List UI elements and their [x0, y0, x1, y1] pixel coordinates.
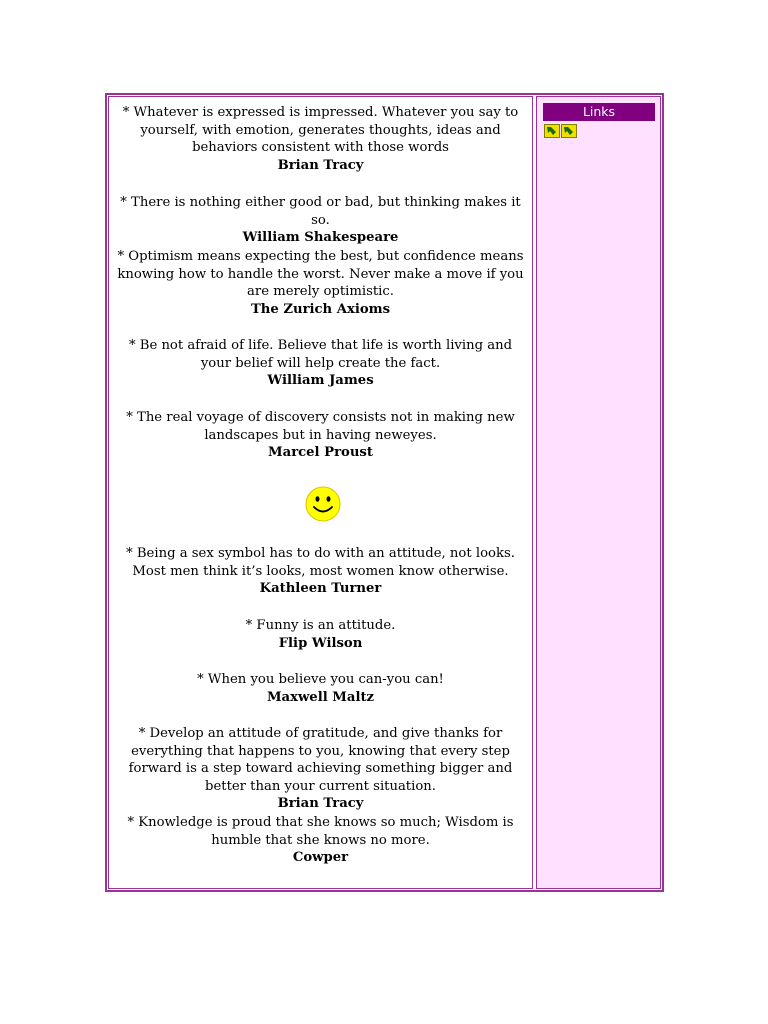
arrow-icon [562, 125, 576, 137]
quote-block [109, 194, 532, 247]
page-frame [105, 93, 664, 892]
quote-author: Cowper [292, 850, 349, 865]
quote-block [109, 617, 532, 652]
quote-text: * The real voyage of discovery consists not in making new landscapes but in having neweyes. [126, 410, 515, 443]
smiley-face-icon [305, 486, 341, 522]
quote-text: * When you believe you can-you can! [197, 672, 444, 687]
sidebar-link-icon[interactable] [544, 124, 560, 138]
quote-text: * Optimism means expecting the best, but confidence means knowing how to handle the worst. Never make a move if you are merely optimistic. [117, 249, 524, 299]
quote-author: Maxwell Maltz [266, 689, 375, 705]
quote-text: * Funny is an attitude. [245, 618, 396, 633]
quotes-panel [108, 96, 533, 889]
quote-block [109, 671, 532, 706]
quote-author: Brian Tracy [277, 157, 364, 173]
quote-author: William Shakespeare [242, 230, 399, 245]
quote-block [109, 409, 532, 462]
quote-author: Marcel Proust [268, 445, 373, 460]
links-sidebar [536, 96, 661, 889]
quote-block [109, 104, 532, 174]
quote-block [109, 248, 532, 318]
quote-text: * Develop an attitude of gratitude, and give thanks for everything that happens to you, knowing that every step forward is a step toward achieving something bigger and better than your current situation. [128, 726, 513, 794]
quote-author: Kathleen Turner [259, 581, 382, 596]
quote-block [109, 725, 532, 813]
quote-author: The Zurich Axioms [250, 301, 391, 317]
quote-text: * There is nothing either good or bad, but thinking makes it so. [120, 195, 521, 228]
quote-text: * Be not afraid of life. Believe that life is worth living and your belief will help create the fact. [128, 338, 513, 371]
links-header: Links [543, 103, 655, 121]
quote-block [109, 337, 532, 390]
quote-author: William James [267, 373, 374, 388]
quote-text: * Being a sex symbol has to do with an attitude, not looks. Most men think it’s looks, most women know otherwise. [126, 546, 515, 579]
quote-author: Flip Wilson [278, 635, 363, 651]
quote-text: * Knowledge is proud that she knows so much; Wisdom is humble that she knows no more. [127, 815, 514, 848]
arrow-icon [545, 125, 559, 137]
quote-block [109, 814, 532, 867]
sidebar-link-icon[interactable] [561, 124, 577, 138]
quote-text: * Whatever is expressed is impressed. Whatever you say to yourself, with emotion, generates thoughts, ideas and behaviors consistent with those words [122, 105, 519, 155]
quote-author: Brian Tracy [277, 796, 364, 811]
quote-block [109, 545, 532, 598]
